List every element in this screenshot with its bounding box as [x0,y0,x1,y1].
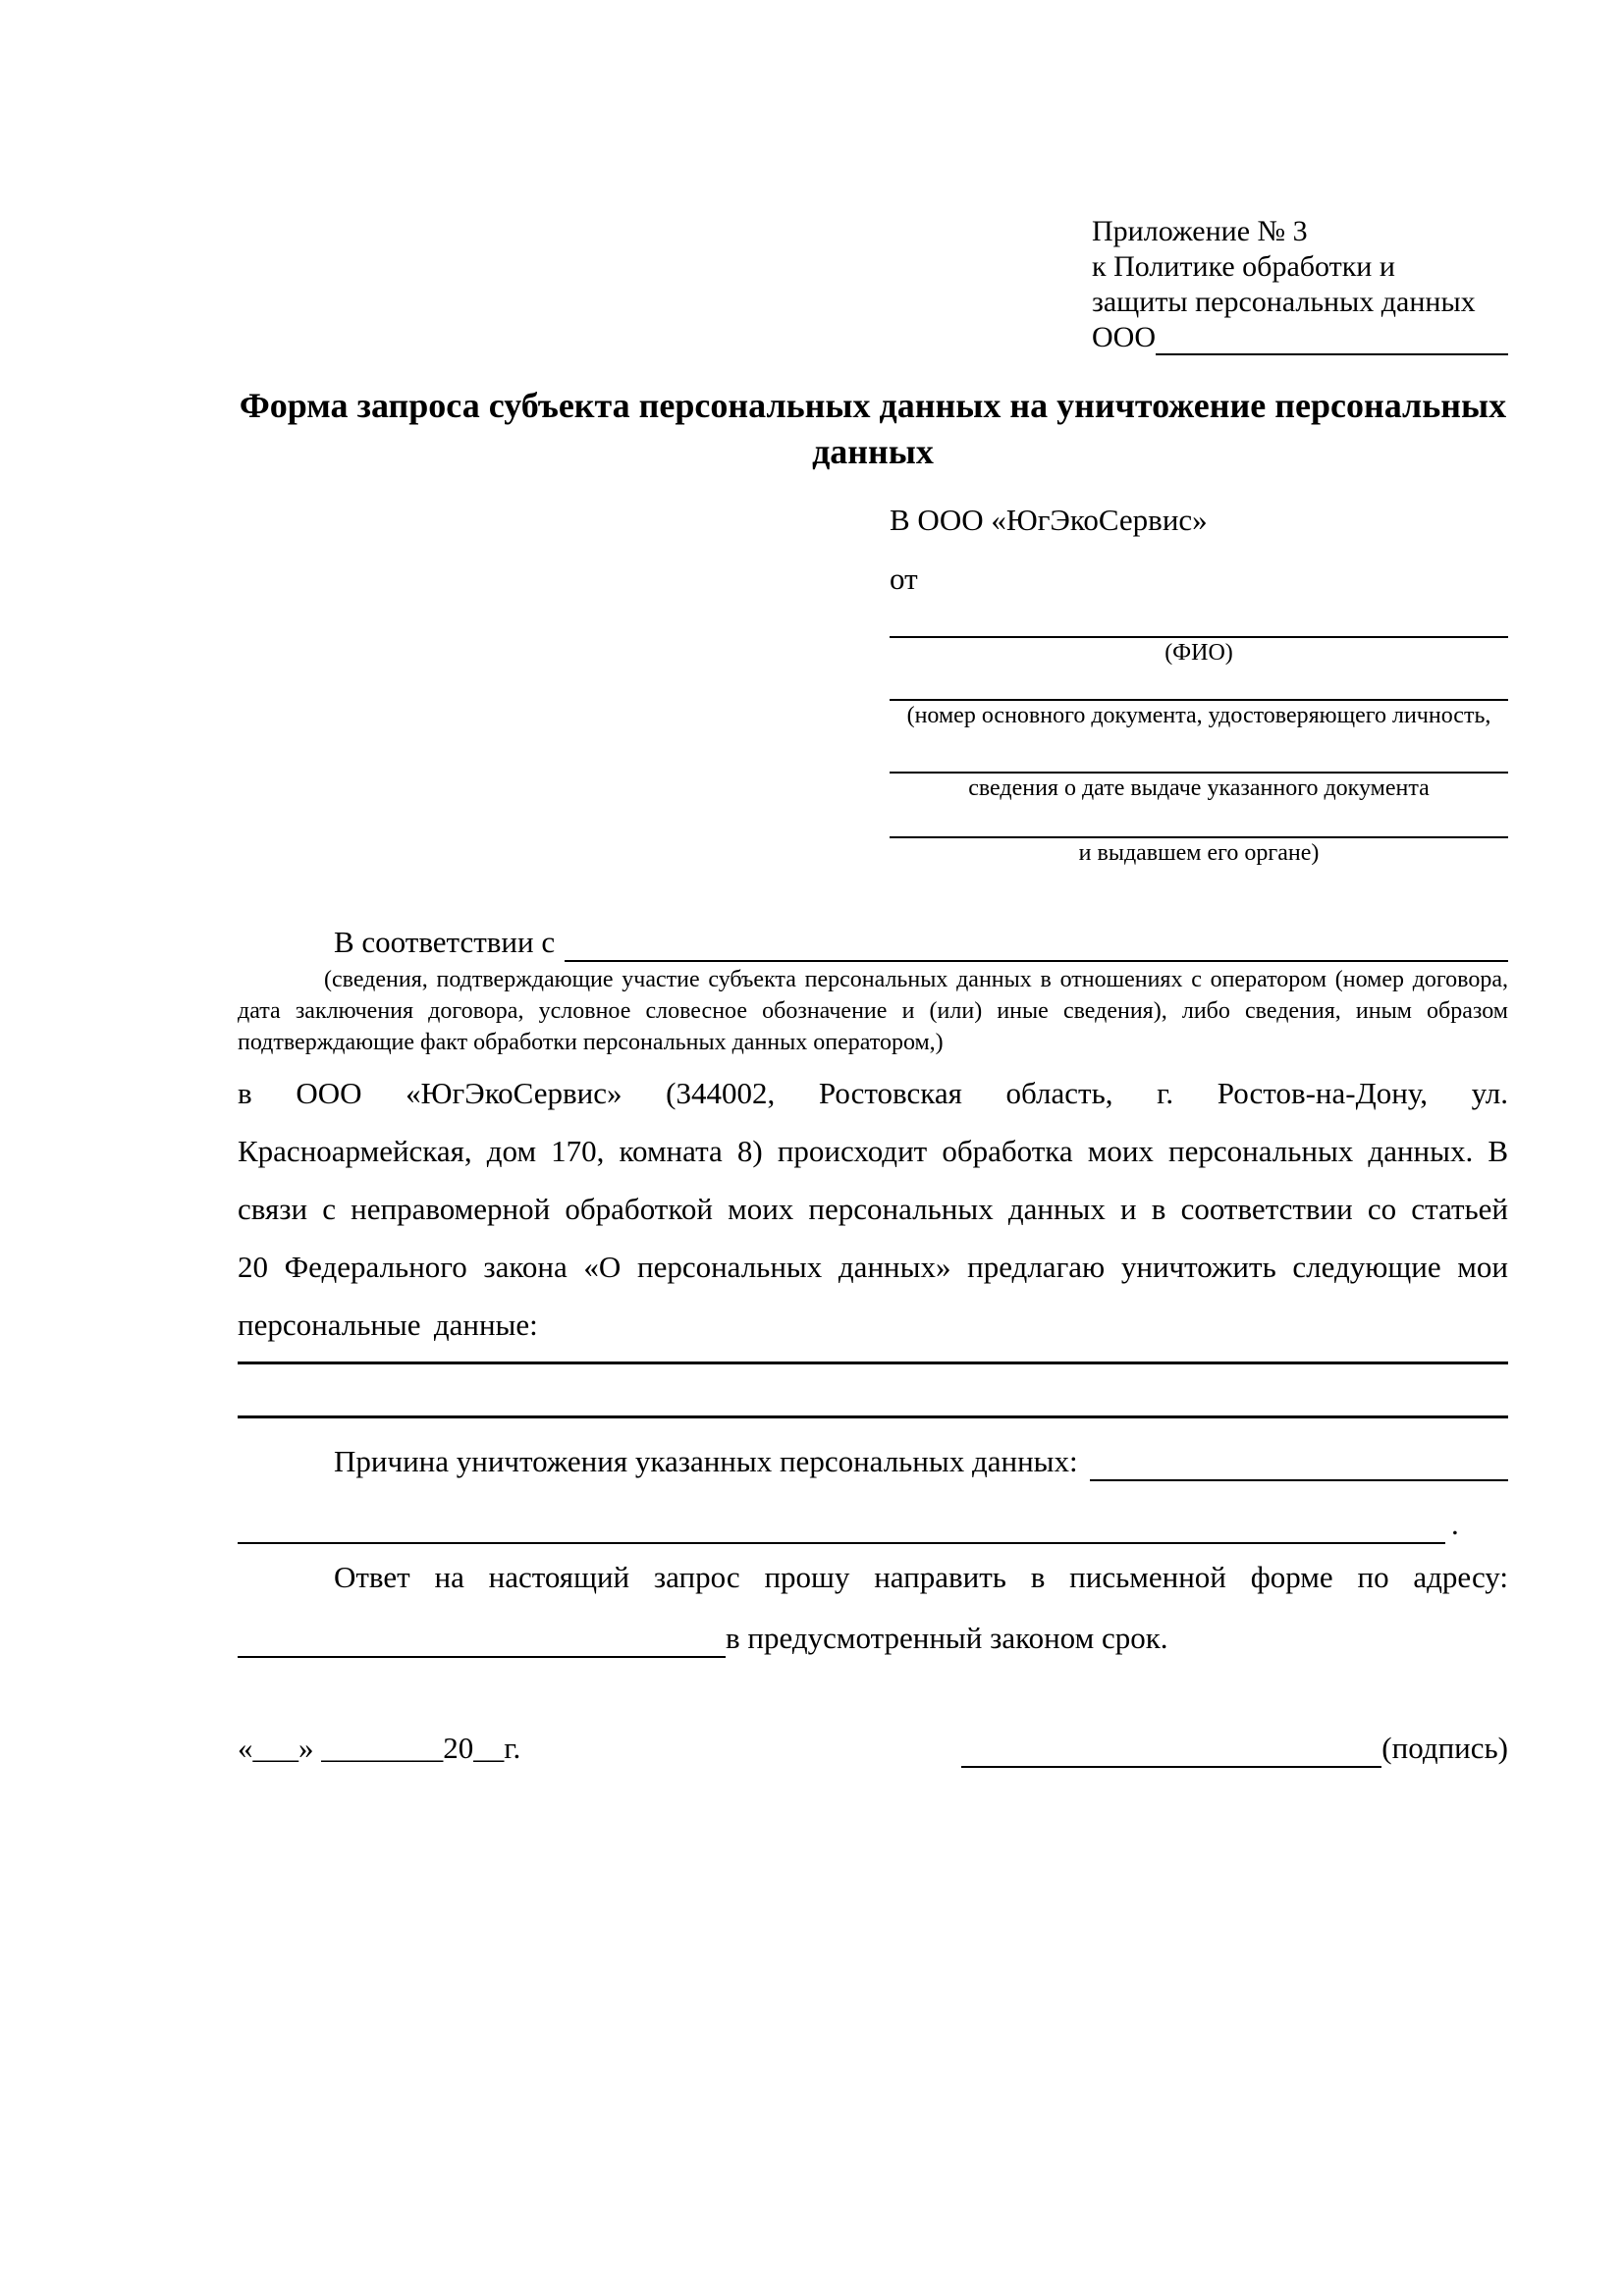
doc-number-caption: (номер основного документа, удостоверяющего личность, [906,703,1491,728]
accordance-blank-line [565,927,1508,962]
accordance-row [238,923,1508,962]
date-blank: «___» ________20__г. [238,1731,521,1765]
data-blank-line-2 [238,1364,1508,1418]
company-prefix-label: ООО [1092,321,1156,353]
reason-blank-line [1090,1446,1508,1481]
doc-number-blank-line [890,667,1508,701]
footer-row [238,1729,1508,1768]
accordance-label: В соответствии с [334,925,556,959]
reason-period: . [1451,1507,1459,1541]
company-blank-line [1156,326,1508,355]
answer-tail: в предусмотренный законом срок. [726,1621,1168,1655]
data-blank-line-1 [238,1354,1508,1364]
signature-caption: (подпись) [1381,1731,1508,1765]
signature-group [961,1729,1508,1768]
reason-row [238,1442,1508,1481]
signature-blank-line [961,1733,1381,1768]
addressee-block [890,501,1508,868]
main-paragraph: в ООО «ЮгЭкоСервис» (344002, Ростовская область, г. Ростов-на-Дону, ул. Красноармейская, дом 170, комната 8) происходит обработка моих персональных данных. В связи с неправомерной обработкой моих персональных данных и в соответствии со статьей 20 Федерального закона «О персональных данных» предлагаю уничтожить следующие мои персональные данные: [238,1076,1508,1342]
document-title: Форма запроса субъекта персональных данных на уничтожение персональных данных [239,386,1507,471]
address-blank-line [238,1623,726,1658]
addressee-organization: В ООО «ЮгЭкоСервис» [890,503,1208,537]
appendix-line-3: защиты персональных данных [1092,286,1476,318]
fio-blank-line [890,599,1508,638]
appendix-line-2: к Политике обработки и [1092,250,1395,283]
appendix-line-1: Приложение № 3 [1092,215,1308,247]
answer-sentence: Ответ на настоящий запрос прошу направить в письменной форме по адресу: [334,1560,1508,1594]
fine-print-note: (сведения, подтверждающие участие субъекта персональных данных в отношениях с оператором (номер договора, дата заключения договора, условное словесное обозначение и (или) иные сведения), либо сведения, иным образом подтверждающие факт обработки персональных данных оператором,) [238,967,1508,1055]
address-row [238,1619,1508,1658]
reason-continuation-row [238,1505,1508,1544]
fio-caption: (ФИО) [1164,640,1233,666]
issuer-blank-line [890,803,1508,838]
issue-date-blank-line [890,730,1508,774]
addressee-from-label: от [890,561,918,596]
reason-label: Причина уничтожения указанных персональных данных: [334,1444,1078,1478]
issue-date-caption: сведения о дате выдаче указанного документа [968,775,1430,801]
issuer-caption: и выдавшем его органе) [1078,840,1320,866]
appendix-block [1092,214,1508,355]
reason-blank-line-2 [238,1507,1445,1544]
company-row [1092,320,1508,355]
